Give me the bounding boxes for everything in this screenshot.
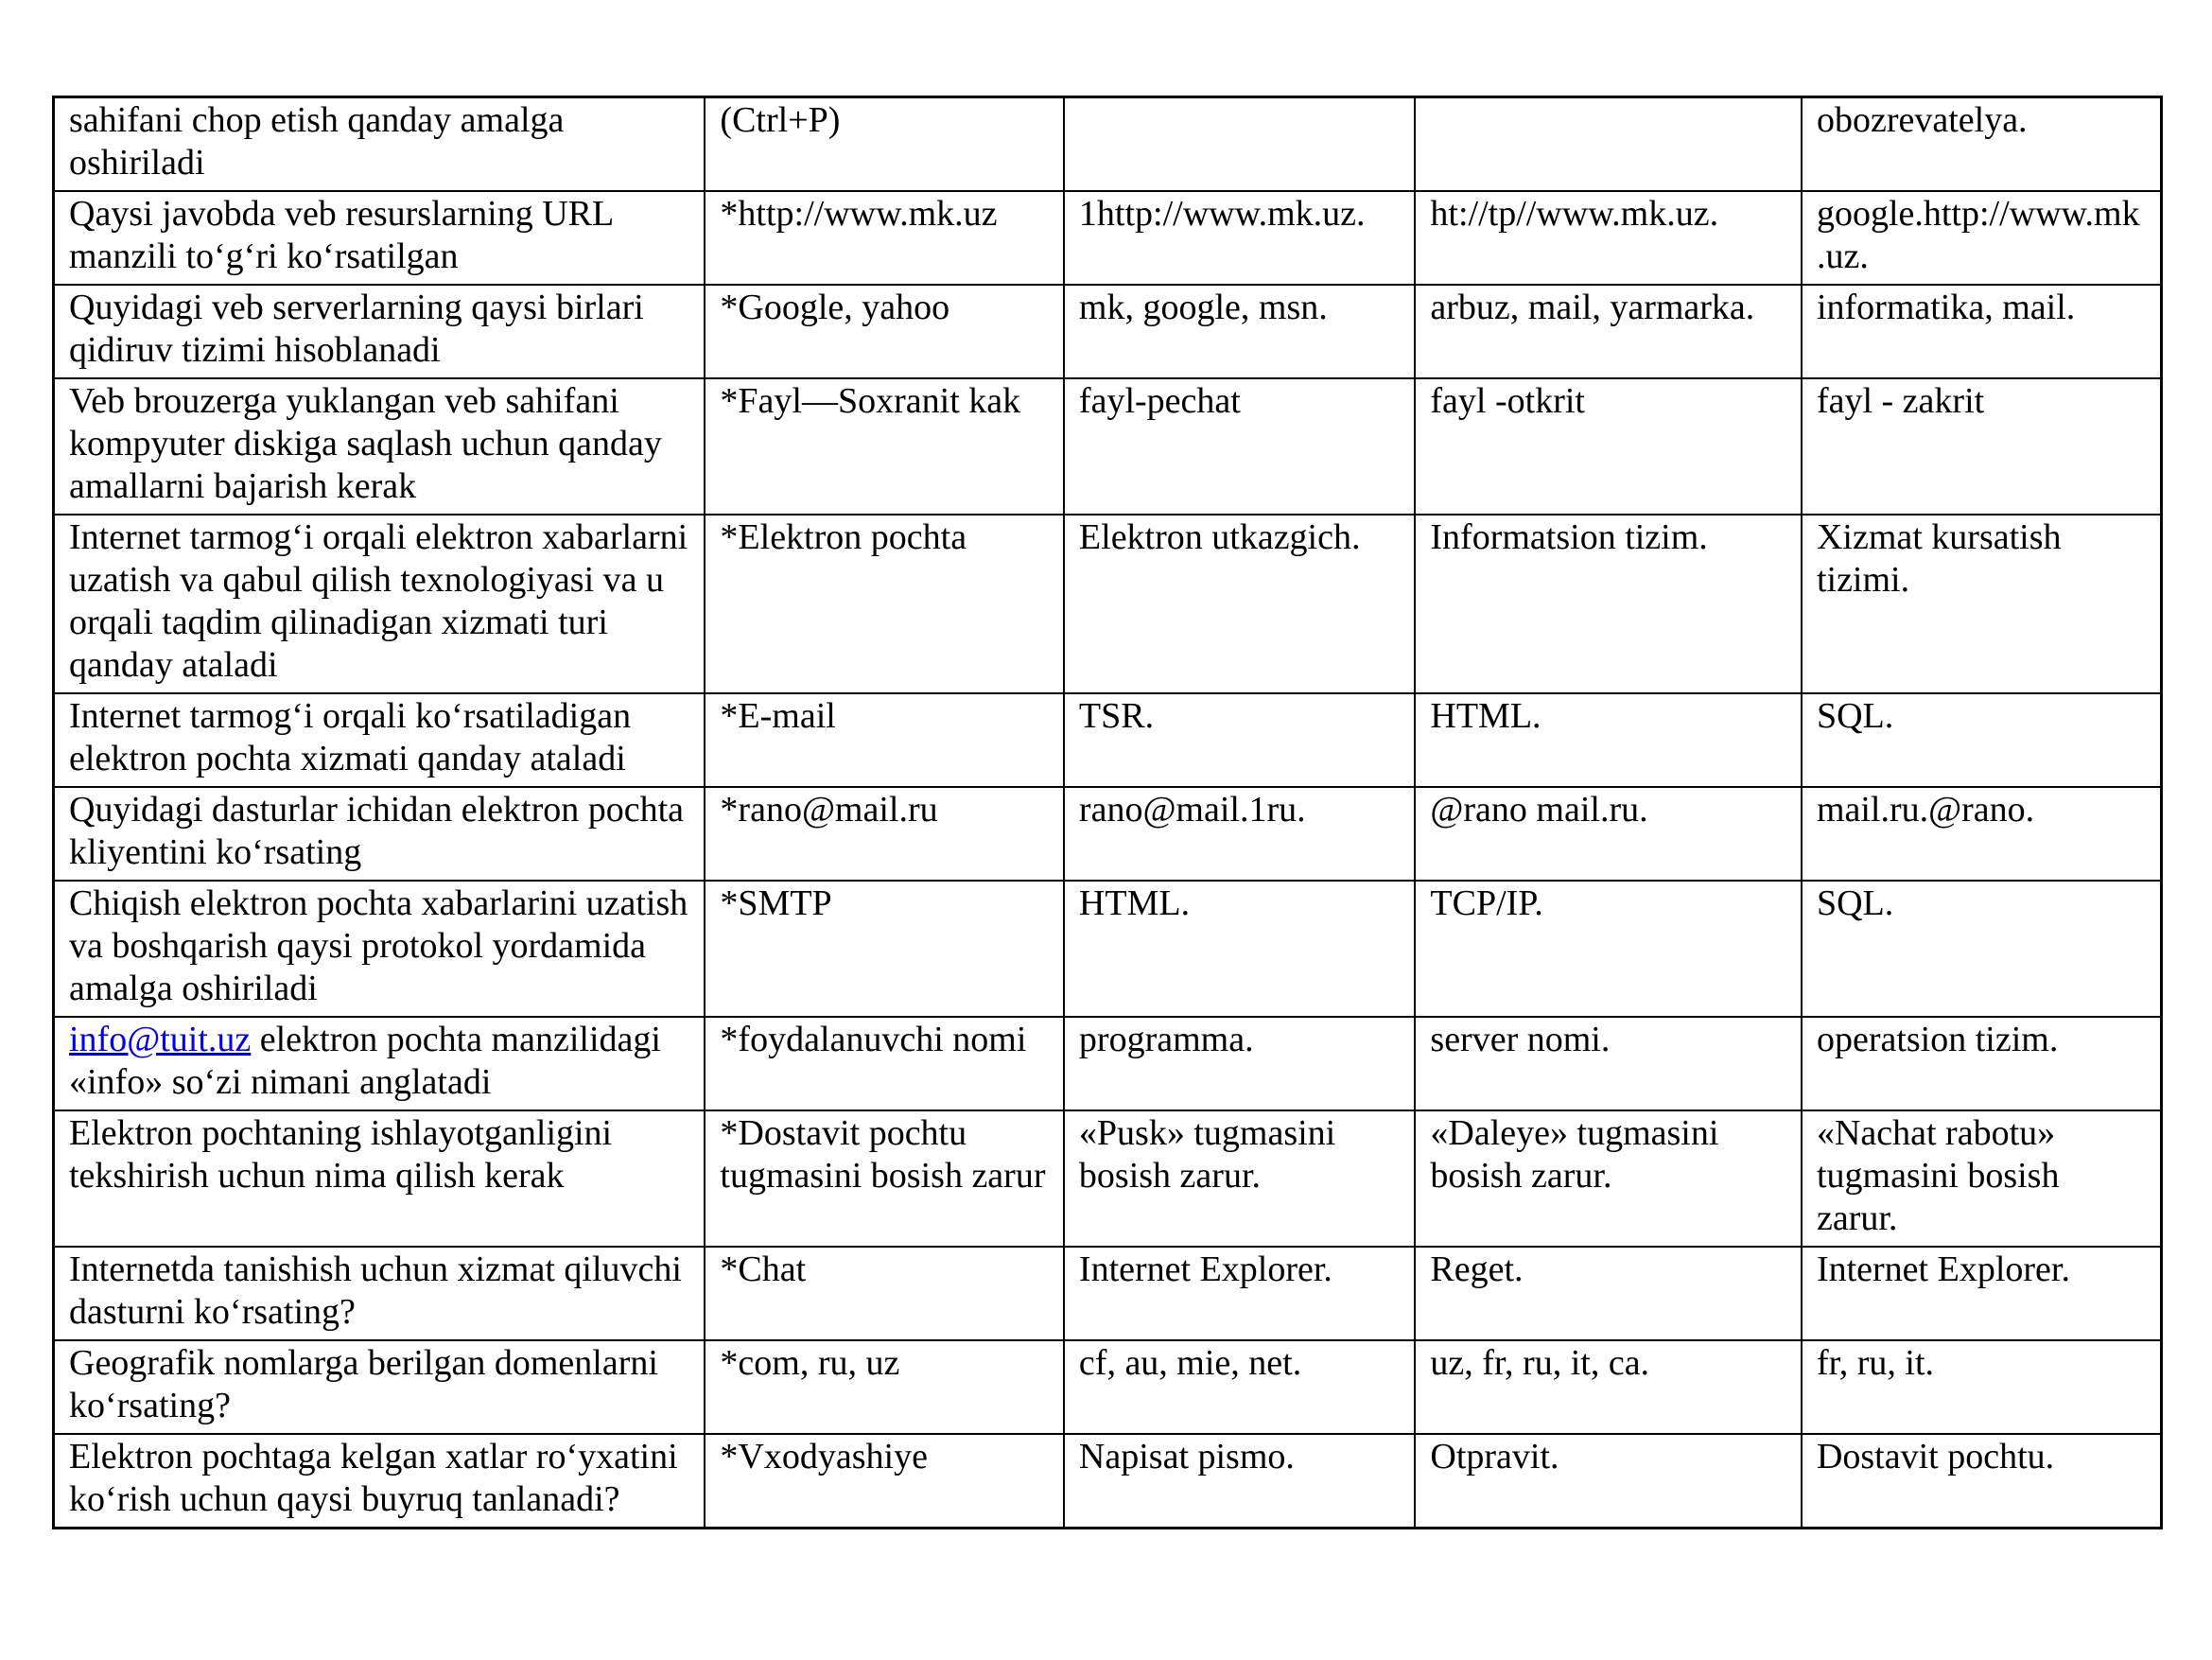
table-cell: (Ctrl+P) <box>705 97 1064 192</box>
table-cell: HTML. <box>1415 693 1802 787</box>
table-cell <box>1415 97 1802 192</box>
table-cell: «Nachat rabotu» tugmasini bosish zarur. <box>1802 1110 2162 1247</box>
table-cell: Internet Explorer. <box>1802 1247 2162 1340</box>
table-row <box>54 693 2162 787</box>
questions-table <box>52 96 2163 1529</box>
table-cell: SQL. <box>1802 881 2162 1017</box>
table-cell: operatsion tizim. <box>1802 1017 2162 1110</box>
table-cell: uz, fr, ru, it, ca. <box>1415 1340 1802 1434</box>
table-cell: informatika, mail. <box>1802 285 2162 378</box>
table-cell: Elektron pochtaning ishlayotganligini tekshirish uchun nima qilish kerak <box>54 1110 705 1247</box>
table-row <box>54 285 2162 378</box>
table-cell: Internet Explorer. <box>1064 1247 1415 1340</box>
email-link[interactable]: info@tuit.uz <box>69 1020 252 1059</box>
table-row <box>54 1110 2162 1247</box>
table-row <box>54 1017 2162 1110</box>
table-cell: info@tuit.uz elektron pochta manzilidagi «info» so‘zi nimani anglatadi <box>54 1017 705 1110</box>
table-cell: *Google, yahoo <box>705 285 1064 378</box>
table-cell: mk, google, msn. <box>1064 285 1415 378</box>
table-row <box>54 378 2162 515</box>
table-cell: *Dostavit pochtu tugmasini bosish zarur <box>705 1110 1064 1247</box>
table-row <box>54 515 2162 693</box>
table-cell: google.http://www.mk.uz. <box>1802 191 2162 285</box>
table-cell: cf, au, mie, net. <box>1064 1340 1415 1434</box>
table-cell: Otpravit. <box>1415 1434 1802 1529</box>
table-cell: sahifani chop etish qanday amalga oshiriladi <box>54 97 705 192</box>
table-cell: fayl -otkrit <box>1415 378 1802 515</box>
table-cell: Informatsion tizim. <box>1415 515 1802 693</box>
table-cell: Elektron utkazgich. <box>1064 515 1415 693</box>
table-cell: TSR. <box>1064 693 1415 787</box>
table-row <box>54 97 2162 192</box>
table-row <box>54 881 2162 1017</box>
table-body <box>54 97 2162 1529</box>
table-cell: programma. <box>1064 1017 1415 1110</box>
table-cell: HTML. <box>1064 881 1415 1017</box>
table-row <box>54 787 2162 881</box>
table-cell: obozrevatelya. <box>1802 97 2162 192</box>
table-cell: Xizmat kursatish tizimi. <box>1802 515 2162 693</box>
table-cell: Quyidagi dasturlar ichidan elektron pochta kliyentini ko‘rsating <box>54 787 705 881</box>
table-cell: *Vxodyashiye <box>705 1434 1064 1529</box>
table-cell: *com, ru, uz <box>705 1340 1064 1434</box>
table-cell: ht://tp//www.mk.uz. <box>1415 191 1802 285</box>
table-cell: Internet tarmog‘i orqali elektron xabarlarni uzatish va qabul qilish texnologiyasi va u orqali taqdim qilinadigan xizmati turi qanday ataladi <box>54 515 705 693</box>
table-row <box>54 1340 2162 1434</box>
table-cell: *SMTP <box>705 881 1064 1017</box>
table-cell: *Fayl—Soxranit kak <box>705 378 1064 515</box>
table-cell: Napisat pismo. <box>1064 1434 1415 1529</box>
table-cell: «Pusk» tugmasini bosish zarur. <box>1064 1110 1415 1247</box>
table-cell: arbuz, mail, yarmarka. <box>1415 285 1802 378</box>
document-page <box>0 96 2212 1660</box>
table-cell: *foydalanuvchi nomi <box>705 1017 1064 1110</box>
table-cell: TCP/IP. <box>1415 881 1802 1017</box>
table-row <box>54 191 2162 285</box>
table-row <box>54 1434 2162 1529</box>
table-cell: «Daleye» tugmasini bosish zarur. <box>1415 1110 1802 1247</box>
table-cell: *E-mail <box>705 693 1064 787</box>
table-cell: *rano@mail.ru <box>705 787 1064 881</box>
table-cell: server nomi. <box>1415 1017 1802 1110</box>
table-cell: @rano mail.ru. <box>1415 787 1802 881</box>
table-cell: Internet tarmog‘i orqali ko‘rsatiladigan elektron pochta xizmati qanday ataladi <box>54 693 705 787</box>
table-cell: fr, ru, it. <box>1802 1340 2162 1434</box>
table-cell: *Chat <box>705 1247 1064 1340</box>
table-cell: rano@mail.1ru. <box>1064 787 1415 881</box>
table-cell: Internetda tanishish uchun xizmat qiluvchi dasturni ko‘rsating? <box>54 1247 705 1340</box>
table-cell: mail.ru.@rano. <box>1802 787 2162 881</box>
table-row <box>54 1247 2162 1340</box>
table-cell <box>1064 97 1415 192</box>
table-cell: Chiqish elektron pochta xabarlarini uzatish va boshqarish qaysi protokol yordamida amalga oshiriladi <box>54 881 705 1017</box>
table-cell: Elektron pochtaga kelgan xatlar ro‘yxatini ko‘rish uchun qaysi buyruq tanlanadi? <box>54 1434 705 1529</box>
table-cell: Dostavit pochtu. <box>1802 1434 2162 1529</box>
table-cell: Quyidagi veb serverlarning qaysi birlari qidiruv tizimi hisoblanadi <box>54 285 705 378</box>
table-cell: Veb brouzerga yuklangan veb sahifani kompyuter diskiga saqlash uchun qanday amallarni bajarish kerak <box>54 378 705 515</box>
table-cell: Geografik nomlarga berilgan domenlarni ko‘rsating? <box>54 1340 705 1434</box>
table-cell: Reget. <box>1415 1247 1802 1340</box>
table-cell: SQL. <box>1802 693 2162 787</box>
table-cell: *http://www.mk.uz <box>705 191 1064 285</box>
table-cell: *Elektron pochta <box>705 515 1064 693</box>
table-cell: fayl-pechat <box>1064 378 1415 515</box>
table-cell: Qaysi javobda veb resurslarning URL manzili to‘g‘ri ko‘rsatilgan <box>54 191 705 285</box>
table-cell: 1http://www.mk.uz. <box>1064 191 1415 285</box>
table-cell: fayl - zakrit <box>1802 378 2162 515</box>
